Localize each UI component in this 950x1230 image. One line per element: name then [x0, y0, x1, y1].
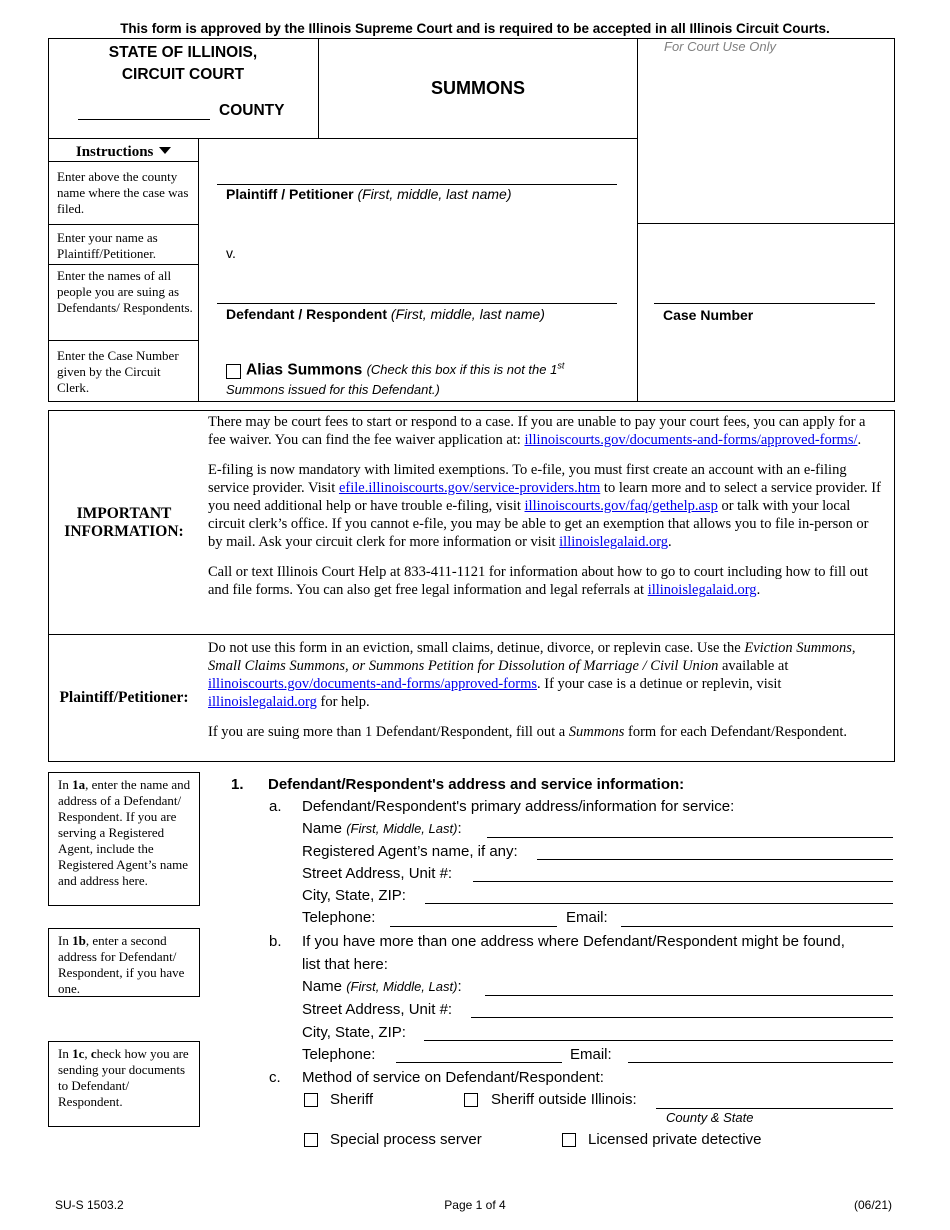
name-label-b — [302, 978, 462, 995]
agent-label: Registered Agent’s name, if any: — [302, 843, 518, 860]
important-label-2: INFORMATION: — [64, 523, 184, 540]
section-1b-letter: b. — [269, 933, 282, 950]
section-1b-title-1: If you have more than one address where Defendant/Respondent might be found, — [302, 933, 845, 950]
footer-form-code: SU-S 1503.2 — [55, 1198, 124, 1212]
note-1c-bold2: c — [90, 1046, 97, 1061]
name-field-b[interactable] — [485, 995, 893, 996]
fee-waiver-link[interactable]: illinoiscourts.gov/documents-and-forms/approved-forms/ — [524, 432, 858, 448]
note-1c-pre: In — [58, 1046, 73, 1061]
usage-d: . If your case is a detinue or replevin, visit — [537, 676, 782, 692]
note-1c-bold: 1c — [72, 1046, 85, 1061]
top-notice: This form is approved by the Illinois Supreme Court and is required to be accepted in all Illinois Circuit Courts. — [120, 21, 830, 36]
sheriff-outside-checkbox[interactable] — [464, 1093, 478, 1107]
section-1-title: Defendant/Respondent's address and service information: — [268, 776, 685, 793]
important-label — [50, 505, 198, 541]
instructions-heading-text: Instructions — [75, 144, 154, 160]
plaintiff-info-text — [208, 639, 886, 741]
defendant-hint: (First, middle, last name) — [390, 306, 545, 322]
section-1b-title-2: list that here: — [302, 956, 388, 973]
county-state-caption: County & State — [666, 1110, 754, 1125]
usage-other-forms: Small Claims Summons, or Summons Petition for Dissolution of Marriage / Civil Union — [208, 658, 719, 674]
legalaid-link-2[interactable]: illinoislegalaid.org — [647, 582, 757, 598]
alias-hint — [367, 362, 565, 377]
plaintiff-info-label: Plaintiff/Petitioner: — [59, 689, 189, 706]
name-hint-a: (First, Middle, Last) — [346, 821, 458, 836]
usage-e: for help. — [316, 694, 370, 710]
phone-field-b[interactable] — [396, 1062, 562, 1063]
name-label-a-text: Name — [302, 820, 343, 837]
city-label-b: City, State, ZIP: — [302, 1024, 406, 1041]
email-field-b[interactable] — [628, 1062, 893, 1063]
street-field-a[interactable] — [473, 881, 893, 882]
court-use-label: For Court Use Only — [664, 39, 776, 54]
city-field-a[interactable] — [425, 903, 893, 904]
street-field-b[interactable] — [471, 1017, 893, 1018]
side-note-1a — [48, 772, 200, 906]
section-1a-letter: a. — [269, 798, 282, 815]
process-server-label: Special process server — [330, 1131, 482, 1148]
defendant-label — [226, 306, 545, 322]
phone-field-a[interactable] — [390, 926, 557, 927]
fee-waiver-paragraph — [208, 413, 886, 449]
section-1c-letter: c. — [269, 1069, 281, 1086]
name-field-a[interactable] — [487, 837, 893, 838]
agent-name-field[interactable] — [537, 859, 893, 860]
efiling-end: . — [668, 534, 672, 550]
approved-forms-link[interactable]: illinoiscourts.gov/documents-and-forms/approved-forms — [208, 676, 538, 692]
footer-page: Page 1 of 4 — [444, 1198, 506, 1212]
sheriff-outside-label: Sheriff outside Illinois: — [491, 1091, 637, 1108]
plaintiff-label-text: Plaintiff / Petitioner — [226, 186, 354, 202]
usage-a: Do not use this form in an eviction, small claims, detinue, divorce, or replevin case. Use the — [208, 640, 745, 656]
process-server-checkbox[interactable] — [304, 1133, 318, 1147]
name-hint-b: (First, Middle, Last) — [346, 979, 458, 994]
plaintiff-label — [226, 186, 512, 202]
note-1c-mid: , — [84, 1046, 91, 1061]
sheriff-checkbox[interactable] — [304, 1093, 318, 1107]
instruction-case-number: Enter the Case Number given by the Circuit Clerk. — [57, 348, 179, 395]
instruction-county: Enter above the county name where the case was filed. — [57, 169, 189, 216]
caret-down-icon — [159, 147, 171, 154]
alias-summons-label — [246, 361, 564, 379]
efiling-text-c: or talk with your local circuit clerk’s office. If you cannot e-file, you may be able to get an exemption that allows you to file in-person or by mail. Ask your circuit clerk for more information or visit — [208, 498, 869, 550]
usage-b: , — [851, 640, 856, 656]
fee-waiver-text: There may be court fees to start or respond to a case. If you are unable to pay your court fees, you can apply for a fee waiver. You can find the fee waiver application at: — [208, 414, 866, 448]
state-line-2: CIRCUIT COURT — [121, 66, 245, 83]
form-usage-paragraph — [208, 639, 886, 711]
email-field-a[interactable] — [621, 926, 893, 927]
multi-b: form for each Defendant/Respondent. — [624, 724, 848, 740]
defendant-label-text: Defendant / Respondent — [226, 306, 388, 322]
defendant-name-field[interactable] — [217, 303, 617, 304]
alias-hint-a: (Check this box if this is not the 1 — [366, 362, 558, 378]
usage-c: available at — [718, 658, 789, 674]
side-note-1c — [48, 1041, 200, 1127]
note-1a-post: , enter the name and address of a Defendant/ Respondent. If you are serving a Registered Agent, include the Registered Agent’s name and address here. — [58, 777, 191, 888]
multi-summons: Summons — [568, 724, 625, 740]
important-text — [208, 413, 886, 599]
instruction-plaintiff: Enter your name as Plaintiff/Petitioner. — [57, 230, 158, 261]
efiling-text-a: E-filing is now mandatory with limited exemptions. To e-file, you must first create an account with an e-filing service provider. Visit — [208, 462, 847, 496]
alias-label-text: Alias Summons — [246, 361, 363, 379]
name-label-b-text: Name — [302, 978, 343, 995]
usage-eviction: Eviction Summons — [744, 640, 852, 656]
name-colon-a: : — [457, 820, 462, 837]
court-help-end: . — [756, 582, 761, 598]
city-label-a: City, State, ZIP: — [302, 887, 406, 904]
section-1-number: 1. — [231, 776, 244, 793]
instruction-defendants: Enter the names of all people you are suing as Defendants/ Respondents. — [57, 268, 193, 315]
state-line-1: STATE OF ILLINOIS, — [108, 44, 258, 61]
versus-label: v. — [226, 245, 236, 261]
important-label-1: IMPORTANT — [76, 505, 172, 522]
county-name-field[interactable] — [78, 119, 210, 120]
private-detective-label: Licensed private detective — [588, 1131, 762, 1148]
instructions-heading — [48, 144, 199, 161]
form-title: SUMMONS — [431, 78, 525, 98]
city-field-b[interactable] — [424, 1040, 893, 1041]
name-colon-b: : — [457, 978, 462, 995]
legalaid-link-3[interactable]: illinoislegalaid.org — [208, 694, 317, 710]
county-state-field[interactable] — [656, 1108, 893, 1109]
note-1a-pre: In — [58, 777, 73, 792]
case-number-field[interactable] — [654, 303, 875, 304]
private-detective-checkbox[interactable] — [562, 1133, 576, 1147]
phone-label-a: Telephone: — [302, 909, 376, 926]
efile-providers-link[interactable]: efile.illinoiscourts.gov/service-providers.htm — [338, 480, 601, 496]
street-label-b: Street Address, Unit #: — [302, 1001, 453, 1018]
section-1c-title: Method of service on Defendant/Respondent: — [302, 1069, 604, 1086]
note-1b-pre: In — [58, 933, 73, 948]
footer-revision: (06/21) — [853, 1198, 892, 1212]
multi-a: If you are suing more than 1 Defendant/Respondent, fill out a — [208, 724, 569, 740]
alias-hint-sup: st — [557, 361, 565, 371]
note-1b-post: , enter a second address for Defendant/ Respondent, if you have one. — [58, 933, 185, 996]
efiling-paragraph — [208, 461, 886, 551]
email-label-a: Email: — [566, 909, 608, 926]
name-label-a — [302, 820, 462, 837]
alias-hint-line2: Summons issued for this Defendant.) — [226, 382, 440, 397]
note-1b-bold: 1b — [72, 933, 86, 948]
street-label-a: Street Address, Unit #: — [302, 865, 453, 882]
legalaid-link-1[interactable]: illinoislegalaid.org — [559, 534, 669, 550]
county-label: COUNTY — [219, 102, 285, 119]
email-label-b: Email: — [570, 1046, 612, 1063]
note-1a-bold: 1a — [72, 777, 86, 792]
side-note-1b — [48, 928, 200, 997]
case-number-label: Case Number — [663, 307, 754, 323]
sheriff-label: Sheriff — [330, 1091, 374, 1108]
court-help-paragraph — [208, 563, 886, 599]
plaintiff-hint: (First, middle, last name) — [357, 186, 512, 202]
section-1a-title: Defendant/Respondent's primary address/information for service: — [302, 798, 735, 815]
note-1c-post: heck how you are sending your documents to Defendant/ Respondent. — [58, 1046, 189, 1109]
phone-label-b: Telephone: — [302, 1046, 376, 1063]
fee-waiver-end: . — [857, 432, 862, 448]
gethelp-link[interactable]: illinoiscourts.gov/faq/gethelp.asp — [524, 498, 718, 514]
court-help-text: Call or text Illinois Court Help at 833-411-1121 for information about how to go to court including how to fill out and file forms. You can also get free legal information and legal referrals at — [208, 564, 869, 598]
plaintiff-name-field[interactable] — [217, 184, 617, 185]
multiple-defendants-paragraph — [208, 723, 886, 741]
alias-summons-checkbox[interactable] — [226, 364, 241, 379]
efiling-text-b: to learn more and to select a service provider. If you need additional help or have trouble e-filing, visit — [208, 480, 881, 514]
